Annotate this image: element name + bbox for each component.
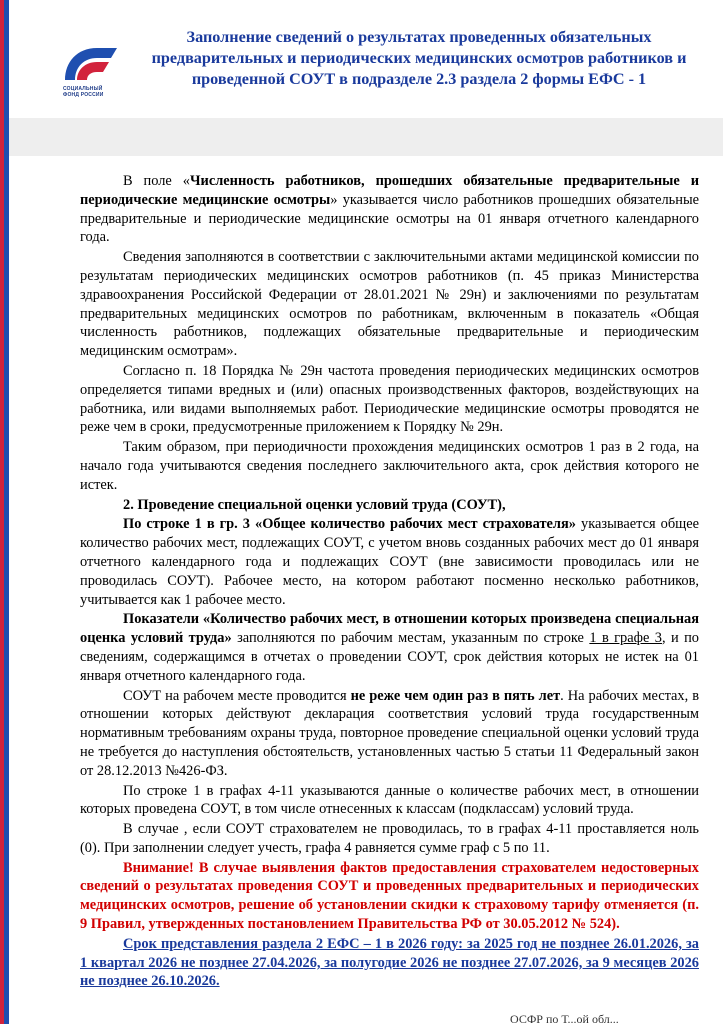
section-heading	[80, 496, 699, 515]
paragraph-4: Таким образом, при периодичности прохождения медицинских осмотров 1 раз в 2 года, на начало года учитываются сведения последнего заключительного акта, срок действия которого не истек.	[80, 439, 699, 493]
page-header	[9, 0, 723, 118]
deadline-paragraph: Срок представления раздела 2 ЕФС – 1 в 2026 году: за 2025 год не позднее 26.01.2026, за 1 квартал 2026 не позднее 27.04.2026, за полугодие 2026 не позднее 27.07.2026, за 9 месяцев 2026 не позднее 26.10.2026.	[80, 935, 699, 990]
text: СОУТ на рабочем месте проводится	[123, 687, 351, 704]
bold-text: 2. Проведение специальной оценки условий труда (СОУТ),	[123, 496, 506, 513]
paragraph-2: Сведения заполняются в соответствии с заключительными актами медицинской комиссии по результатам периодических медицинских осмотров работников (п. 45 приказ Министерства здравоохранения Российской Федерации от 28.01.2021 № 29н) и заключениями по результатам предварительных медицинских осмотров по работникам, включенным в показатель «Общая численность работников, подлежащих обязательные предварительные и периодическим медицинским осмотрам».	[80, 249, 699, 360]
document-body	[80, 172, 699, 991]
bold-text: По строке 1 в гр. 3 «Общее количество рабочих мест страхователя»	[123, 516, 576, 533]
paragraph-7	[80, 610, 699, 685]
paragraph-3: Согласно п. 18 Порядка № 29н частота проведения периодических медицинских осмотров определяется типами вредных и (или) опасных производственных факторов, воздействующих на работника, или видами выполняемых работ. Периодические медицинские осмотры проводятся не реже чем в сроки, предусмотренные приложением к Порядку № 29н.	[80, 362, 699, 436]
text: заполняются по рабочим местам, указанным по строке	[231, 630, 590, 647]
text: В поле «	[123, 173, 190, 189]
page-title: Заполнение сведений о результатах проведенных обязательных предварительных и периодических медицинских осмотров работников и проведенной СОУТ в подразделе 2.3 раздела 2 формы ЕФС - 1	[151, 28, 687, 88]
paragraph-1	[80, 172, 699, 247]
bold-text: Численность работников, прошедших обязательные предварительные и периодические медицинские осмотры	[80, 173, 700, 208]
logo-line-2: ФОНД РОССИИ	[63, 92, 104, 98]
sfr-logo-icon	[59, 40, 129, 110]
bold-text: Показатели «Количество рабочих мест, в отношении которых произведена специальная оценка условий труда»	[80, 611, 699, 647]
paragraph-8	[80, 687, 699, 781]
paragraph-10: В случае , если СОУТ страхователем не проводилась, то в графах 4-11 проставляется ноль (0). При заполнении следует учесть, графа 4 равняется сумме граф с 5 по 11.	[80, 821, 699, 856]
underlined-text: 1 в графе 3	[589, 630, 662, 647]
left-accent-stripe	[0, 0, 9, 1024]
gray-band	[9, 118, 723, 156]
warning-paragraph: Внимание! В случае выявления фактов предоставления страхователем недостоверных сведений о результатах проведения СОУТ и проведенных предварительных и периодических медицинских осмотров, решение об установлении скидки к страховому тарифу отменяется (п. 9 Правил, утвержденных постановлением Правительства РФ от 30.05.2012 № 524).	[80, 859, 699, 933]
logo-text	[63, 86, 104, 98]
text: . На рабочих местах, в отношении которых действуют декларация соответствия условий труда государственным нормативным требованиям охраны труда, повторное проведение специальной оценки условий труда не требуется до наступления обстоятельств, установленных частью 5 статьи 11 Федеральный закон от 28.12.2013 №426-ФЗ.	[80, 687, 699, 779]
logo-line-1: СОЦИАЛЬНЫЙ	[63, 86, 103, 92]
text: » указывается число работников прошедших обязательные предварительные и периодические медицинские осмотры на 01 января отчетного календарного года.	[80, 191, 699, 246]
footer-text: ОСФР по Т...ой обл...	[510, 1012, 619, 1024]
bold-text: не реже чем один раз в пять лет	[350, 687, 561, 704]
text: указывается общее количество рабочих мест, подлежащих СОУТ, с учетом вновь созданных рабочих мест до 01 января отчетного календарного года и подлежащих СОУТ (вне зависимости проводилась или не проводилась СОУТ). Рабочее место, на котором работают посменно несколько работников, учитывается как 1 рабочее место.	[80, 516, 699, 608]
paragraph-9: По строке 1 в графах 4-11 указываются данные о количестве рабочих мест, в отношении которых проведена СОУТ, в том числе отнесенных к классам (подклассам) условий труда.	[80, 782, 699, 818]
paragraph-6	[80, 515, 699, 609]
text: , и по сведениям, содержащимся в отчетах о проведении СОУТ, срок действия которых не истек на 01 января отчетного календарного года.	[80, 630, 699, 684]
